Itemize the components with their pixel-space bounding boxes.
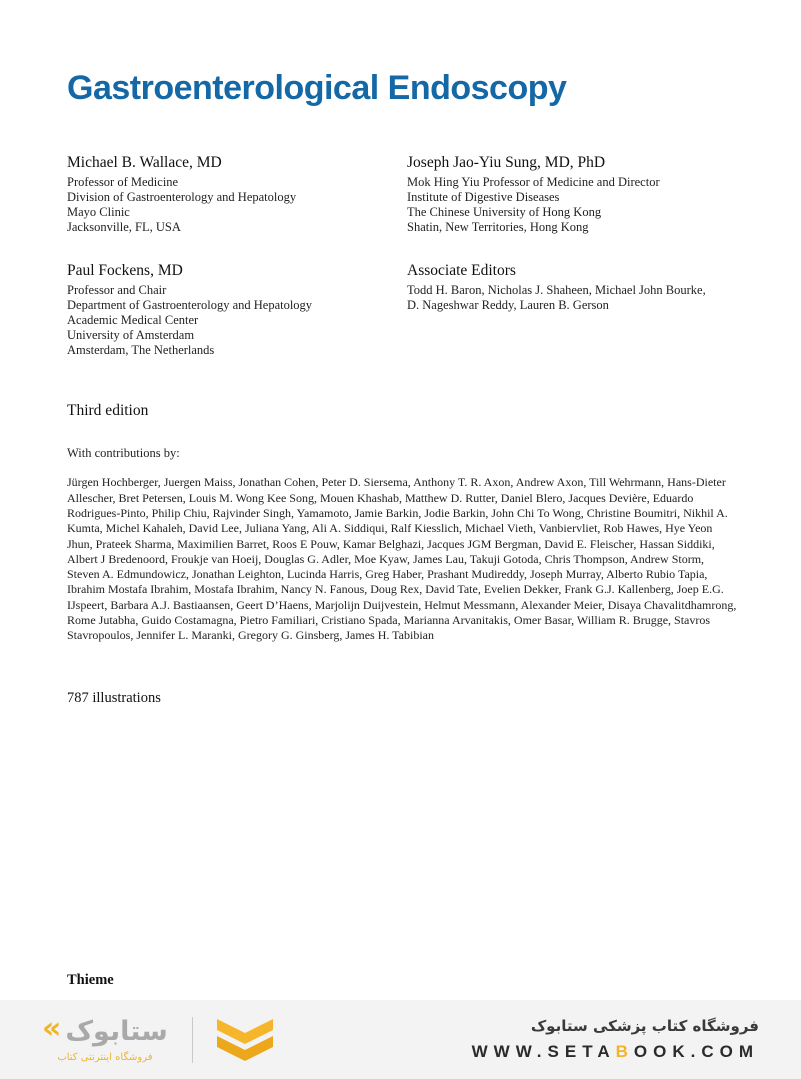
logo-wordmark <box>42 1010 168 1047</box>
author-line: The Chinese University of Hong Kong <box>407 205 602 220</box>
editor-name: Michael B. Wallace, MD <box>67 154 222 172</box>
book-title: Gastroenterological Endoscopy <box>67 69 567 107</box>
author-line: Department of Gastroenterology and Hepatology <box>67 298 313 313</box>
url-suffix: OOK.COM <box>633 1042 759 1061</box>
author-line: Mayo Clinic <box>67 205 130 220</box>
author-line: Shatin, New Territories, Hong Kong <box>407 220 589 235</box>
logo-chevron-icon: « <box>42 1010 62 1046</box>
page-content <box>67 0 737 707</box>
book-chevron-icon <box>215 1017 275 1063</box>
publisher-name: Thieme <box>67 972 114 988</box>
editor-block-wallace <box>67 153 407 235</box>
editor-name: Joseph Jao-Yiu Sung, MD, PhD <box>407 154 606 172</box>
author-line: Todd H. Baron, Nicholas J. Shaheen, Michael John Bourke, <box>407 283 706 298</box>
author-line: Professor of Medicine <box>67 175 179 190</box>
author-line: Jacksonville, FL, USA <box>67 220 181 235</box>
setabook-logo[interactable] <box>42 1010 168 1063</box>
editor-block-fockens <box>67 261 407 358</box>
author-line: D. Nageshwar Reddy, Lauren B. Gerson <box>407 298 609 313</box>
logo-subtitle: فروشگاه اینترنتی کتاب <box>57 1051 153 1063</box>
website-url[interactable] <box>472 1042 759 1062</box>
associate-editors-block <box>407 261 737 358</box>
author-line: Mok Hing Yiu Professor of Medicine and Director <box>407 175 660 190</box>
editor-block-sung <box>407 153 737 235</box>
edition-label: Third edition <box>67 402 149 420</box>
author-line: Professor and Chair <box>67 283 167 298</box>
editor-name: Paul Fockens, MD <box>67 262 183 280</box>
bookstore-watermark-banner <box>0 1000 801 1079</box>
illustrations-count: 787 illustrations <box>67 689 161 706</box>
author-line: Academic Medical Center <box>67 313 199 328</box>
editors-section <box>67 153 737 358</box>
logo-text: ستابوک <box>65 1016 168 1047</box>
contributors-paragraph: Jürgen Hochberger, Juergen Maiss, Jonathan Cohen, Peter D. Siersema, Anthony T. R. Axon, Andrew Axon, Till Wehrmann, Hans-Dieter Allescher, Bret Petersen, Louis M. Wong Kee Song, Mouen Khashab, Matthew D. Rutter, Daniel Blero, Jacques Devière, Eduardo Rodrigues-Pinto, Philip Chiu, Rajvinder Singh, Yamamoto, Jamie Barkin, Jodie Barkin, John Chi To Wong, Christine Boumitri, Nikhil A. Kumta, Michel Kahaleh, David Lee, Juliana Yang, Ali A. Siddiqui, Ralf Kiesslich, Michael Vieth, Vanbiervliet, Rob Hawes, Hye Yeon Jhun, Prateek Sharma, Maximilien Barret, Roos E Pouw, Kamar Belghazi, Jacques JGM Bergman, David E. Fleischer, Hassan Siddiki, Albert J Bredenoord, Froukje van Hoeij, Douglas G. Adler, Moe Kyaw, James Lau, Takuji Gotoda, Chris Thompson, Andrew Storm, Steven A. Edmundowicz, Jonathan Leighton, Lucinda Harris, Greg Haber, Prashant Mudireddy, Joseph Murray, Alberto Rubio Tapia, Ibrahim Mostafa Ibrahim, Mostafa Ibrahim, Nancy N. Fanous, Doug Rex, David Tate, Evelien Dekker, Frank G.J. Kallenberg, Joep E.G. IJspeert, Barbara A.J. Bastiaansen, Geert D’Haens, Marjolijn Duijvestein, Helmut Messmann, Alexander Meier, Disaya Chavalitdhamrong, Rome Jutabha, Guido Costamagna, Pietro Familiari, Cristiano Spada, Marianna Arvanitakis, Omer Basar, William R. Brugge, Stavros Stavropoulos, Jennifer L. Maranki, Gregory G. Ginsberg, James H. Tabibian <box>67 475 737 643</box>
associate-editors-heading: Associate Editors <box>407 262 516 280</box>
contributions-label: With contributions by: <box>67 446 180 461</box>
url-prefix: WWW.SETA <box>471 1042 616 1061</box>
author-line: Institute of Digestive Diseases <box>407 190 560 205</box>
author-line: Division of Gastroenterology and Hepatology <box>67 190 297 205</box>
url-highlight: B <box>615 1042 634 1061</box>
bookstore-tagline: فروشگاه کتاب پزشکی ستابوک <box>530 1017 759 1035</box>
author-line: University of Amsterdam <box>67 328 195 343</box>
footer-right <box>472 1017 759 1062</box>
footer-divider <box>192 1017 193 1063</box>
author-line: Amsterdam, The Netherlands <box>67 343 215 358</box>
